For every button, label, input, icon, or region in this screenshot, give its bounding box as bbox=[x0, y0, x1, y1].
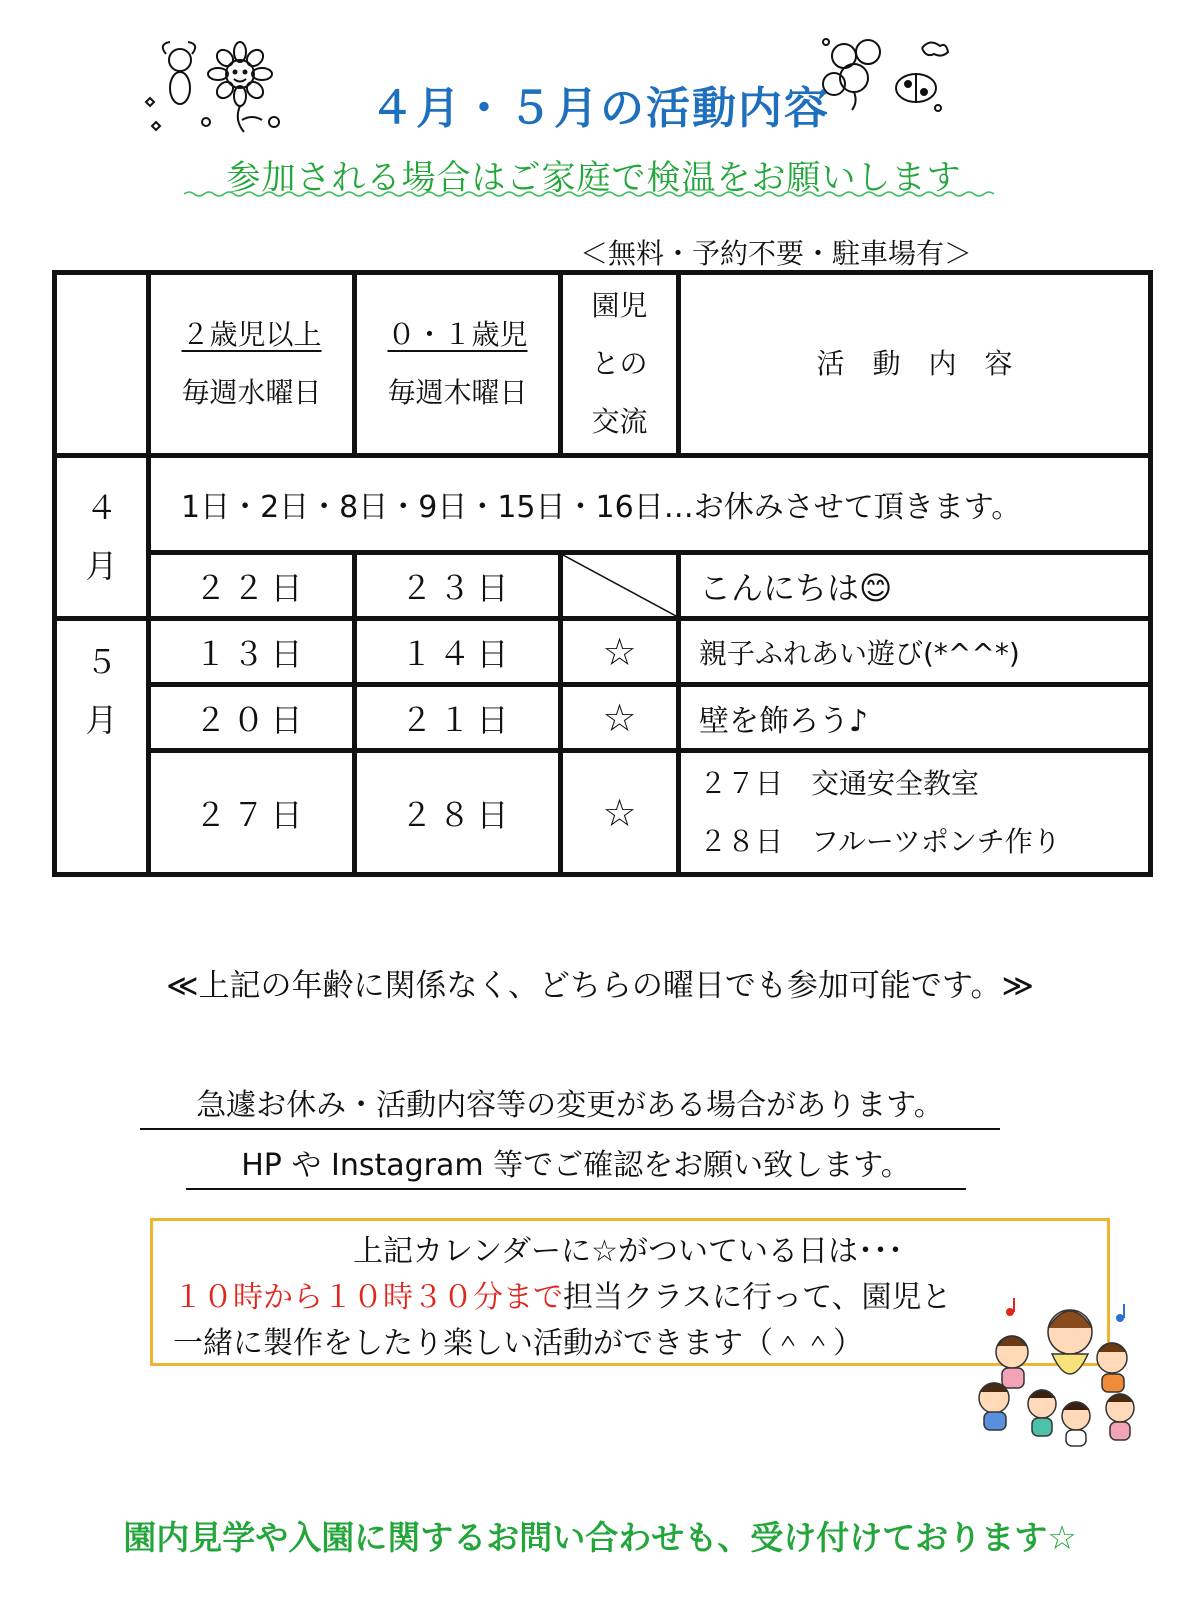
activity-cell: 親子ふれあい遊び(*^^*) bbox=[679, 619, 1151, 685]
star-box-line1: 上記カレンダーに☆がついている日は･･･ bbox=[353, 1234, 903, 1269]
subtitle-underline bbox=[184, 190, 994, 198]
month-number: ４ bbox=[85, 489, 118, 527]
date-wed: ２７日 bbox=[149, 751, 355, 875]
activity-cell: こんにちは😊 bbox=[679, 553, 1151, 619]
table-row bbox=[55, 619, 1151, 685]
header-age2-day: 毎週水曜日 bbox=[181, 376, 322, 409]
exchange-star: ☆ bbox=[561, 685, 679, 751]
header-activity-column: 活 動 内 容 bbox=[679, 273, 1151, 456]
star-explanation-box bbox=[150, 1218, 1110, 1366]
date-thu: ２１日 bbox=[355, 685, 561, 751]
children-singing-illustration bbox=[970, 1292, 1150, 1452]
activity-line: ２７日 交通安全教室 bbox=[699, 766, 980, 800]
change-notice: 急遽お休み・活動内容等の変更がある場合があります。 bbox=[140, 1080, 1000, 1130]
header-age2-column bbox=[149, 273, 355, 456]
header-exchange-column bbox=[561, 273, 679, 456]
month-cell-april bbox=[55, 456, 149, 619]
date-wed: ２２日 bbox=[149, 553, 355, 619]
time-highlight: １０時から１０時３０分まで bbox=[173, 1280, 563, 1315]
header-exchange-line1: 園児 bbox=[591, 289, 648, 322]
table-row bbox=[55, 553, 1151, 619]
month-char: 月 bbox=[85, 701, 118, 739]
month-char: 月 bbox=[85, 547, 118, 585]
diagonal-line bbox=[563, 555, 676, 616]
april-closed-days: 1日・2日・8日・9日・15日・16日…お休みさせて頂きます。 bbox=[149, 456, 1151, 553]
date-wed: ２０日 bbox=[149, 685, 355, 751]
activity-line: ２８日 フルーツポンチ作り bbox=[699, 824, 1061, 858]
star-box-line2 bbox=[173, 1275, 1087, 1321]
schedule-table bbox=[52, 270, 1153, 877]
table-row-april-closed bbox=[55, 456, 1151, 553]
star-box-line3: 一緒に製作をしたり楽しい活動ができます（＾＾） bbox=[173, 1326, 863, 1361]
header-age01-column bbox=[355, 273, 561, 456]
header-exchange-line3: 交流 bbox=[591, 405, 648, 438]
activity-cell: 壁を飾ろう♪ bbox=[679, 685, 1151, 751]
exchange-star: ☆ bbox=[561, 619, 679, 685]
header-exchange-line2: との bbox=[591, 347, 648, 380]
month-number: ５ bbox=[85, 643, 118, 681]
inquiry-note: 園内見学や入園に関するお問い合わせも、受け付けております☆ bbox=[123, 1518, 1077, 1557]
exchange-none-cell bbox=[561, 553, 679, 619]
free-no-reservation-notice: ＜無料・予約不要・駐車場有＞ bbox=[580, 237, 973, 270]
age-note: ≪上記の年齢に関係なく、どちらの曜日でも参加可能です。≫ bbox=[166, 968, 1034, 1004]
page-subtitle: 参加される場合はご家庭で検温をお願いします bbox=[226, 158, 962, 198]
date-wed: １３日 bbox=[149, 619, 355, 685]
confirm-notice: HP や Instagram 等でご確認をお願い致します。 bbox=[186, 1140, 966, 1190]
header-age2-label: ２歳児以上 bbox=[181, 318, 322, 351]
table-header-row bbox=[55, 273, 1151, 456]
month-cell-may bbox=[55, 619, 149, 875]
date-thu: ２８日 bbox=[355, 751, 561, 875]
table-row bbox=[55, 751, 1151, 875]
activity-cell bbox=[679, 751, 1151, 875]
exchange-star: ☆ bbox=[561, 751, 679, 875]
header-age01-day: 毎週木曜日 bbox=[387, 376, 528, 409]
header-blank-cell bbox=[55, 273, 149, 456]
page-title: ４月・５月の活動内容 bbox=[370, 83, 830, 134]
header-age01-label: ０・１歳児 bbox=[387, 318, 528, 351]
date-thu: １４日 bbox=[355, 619, 561, 685]
date-thu: ２３日 bbox=[355, 553, 561, 619]
star-box-line2-rest: 担当クラスに行って、園児と bbox=[563, 1280, 952, 1315]
table-row bbox=[55, 685, 1151, 751]
